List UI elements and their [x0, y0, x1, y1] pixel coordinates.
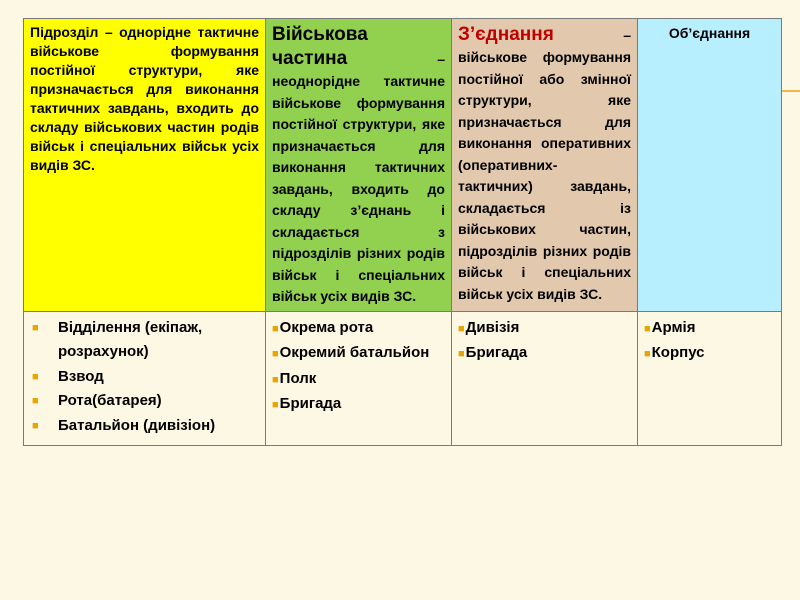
formation-term: З’єднання [458, 24, 554, 45]
subdivision-term: Підрозділ [30, 24, 99, 40]
association-examples-list [644, 316, 775, 367]
cell-association-title [638, 19, 782, 312]
header-row [24, 19, 782, 312]
military-unit-term: Військова частина [272, 24, 368, 69]
formation-examples-list [458, 316, 631, 367]
list-item: ■Полк [272, 369, 317, 387]
bullet-icon: ■ [32, 395, 39, 407]
bullet-icon: ■ [272, 348, 279, 360]
list-item: ■Окрема рота [272, 318, 374, 336]
list-item: ■Бригада [458, 344, 528, 361]
bullet-icon: ■ [644, 348, 651, 360]
cell-military-unit-definition [266, 19, 452, 312]
subdivision-definition [30, 23, 259, 175]
list-item: ■Бригада [272, 395, 342, 412]
bullet-icon: ■ [32, 321, 39, 334]
cell-formation-examples [452, 311, 638, 445]
list-item: ■Корпус [644, 344, 705, 361]
list-item: ■ Відділення (екіпаж, розрахунок) [30, 316, 259, 365]
cell-association-examples [638, 311, 782, 445]
formation-text: – військове формування постійної або змінної структури, яке призначається для виконання оперативних (оперативних-тактичних) завдань, складається із військових частин, підрозділів різних родів військ і спеціальних військ усіх видів ЗС. [458, 27, 631, 302]
bullet-icon: ■ [272, 373, 279, 386]
bullet-icon: ■ [644, 322, 651, 335]
association-title: Об’єднання [668, 25, 751, 41]
bullet-icon: ■ [32, 419, 39, 432]
list-item: ■Окремий батальйон [272, 344, 430, 361]
list-item: ■Дивізія [458, 318, 520, 336]
military-unit-text: – неоднорідне тактичне військове формування постійної структури, яке призначається для виконання тактичних завдань, входить до складу з’єднань і складається з підрозділів різних родів військ і спеціальних військ усіх видів ЗС. [272, 51, 445, 304]
cell-military-unit-examples [266, 311, 452, 445]
cell-formation-definition [452, 19, 638, 312]
list-item: ■ Рота(батарея) [30, 389, 259, 414]
subdivision-text: – однорідне тактичне військове формування постійної структури, яке призначається для виконання тактичних завдань, входить до складу військових частин родів військ і спеціальних військ усіх видів ЗС. [30, 24, 259, 173]
bullet-icon: ■ [458, 322, 465, 335]
examples-row [24, 311, 782, 445]
bullet-icon: ■ [458, 348, 465, 360]
military-unit-examples-list [272, 316, 445, 418]
military-unit-definition [272, 23, 445, 308]
bullet-icon: ■ [32, 370, 39, 383]
cell-subdivision-examples [24, 311, 266, 445]
bullet-icon: ■ [272, 399, 279, 411]
formation-definition [458, 23, 631, 305]
cell-subdivision-definition [24, 19, 266, 312]
subdivision-examples-list [30, 316, 259, 439]
list-item: ■Армія [644, 318, 696, 336]
bullet-icon: ■ [272, 322, 279, 335]
formations-table [23, 18, 782, 446]
list-item: ■ Взвод [30, 365, 259, 390]
list-item: ■ Батальйон (дивізіон) [30, 414, 259, 439]
